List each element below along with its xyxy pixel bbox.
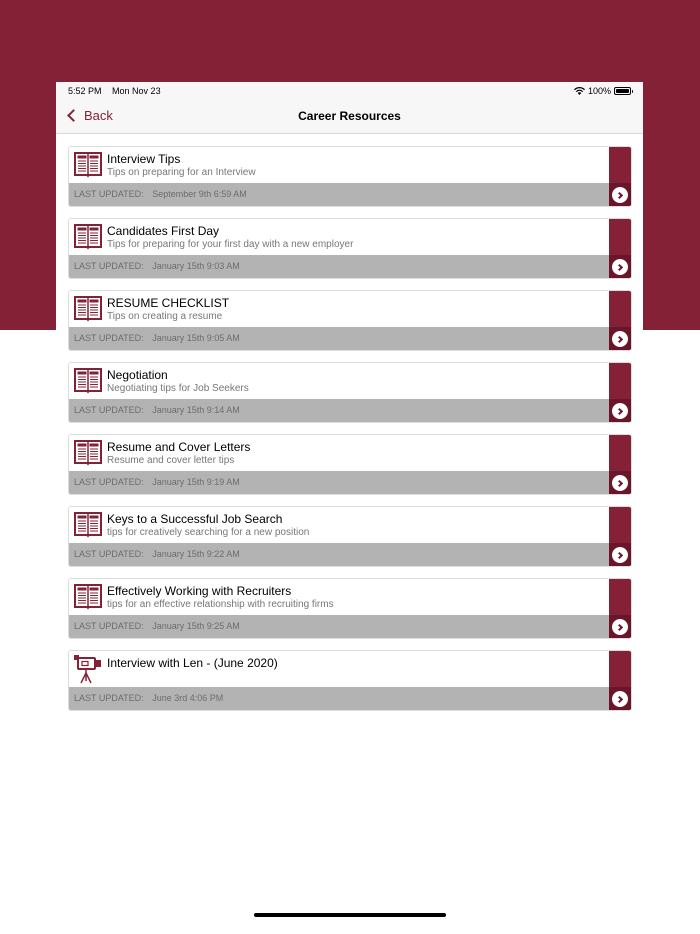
resource-title: Interview with Len - (June 2020) xyxy=(107,656,278,670)
chevron-right-circle-icon xyxy=(612,475,628,491)
resource-card[interactable] xyxy=(68,506,632,567)
open-resource-button[interactable] xyxy=(609,651,631,710)
resource-title: Effectively Working with Recruiters xyxy=(107,584,292,598)
resource-title: Interview Tips xyxy=(107,152,181,166)
back-label: Back xyxy=(84,108,113,123)
resource-subtitle: tips for an effective relationship with recruiting firms xyxy=(107,599,334,610)
navigation-bar xyxy=(56,100,643,134)
resource-title: RESUME CHECKLIST xyxy=(107,296,230,310)
resource-card[interactable] xyxy=(68,218,632,279)
resource-footer xyxy=(69,399,609,422)
chevron-right-circle-icon xyxy=(612,691,628,707)
resource-subtitle: tips for creatively searching for a new position xyxy=(107,527,310,538)
chevron-right-circle-icon xyxy=(612,547,628,563)
resource-title: Candidates First Day xyxy=(107,224,220,238)
last-updated-label: LAST UPDATED: xyxy=(74,621,144,631)
resource-subtitle: Negotiating tips for Job Seekers xyxy=(107,383,249,394)
resource-subtitle: Tips on preparing for an Interview xyxy=(107,167,256,178)
chevron-right-circle-icon xyxy=(612,331,628,347)
book-icon xyxy=(74,296,102,322)
resource-card[interactable] xyxy=(68,146,632,207)
resource-card[interactable] xyxy=(68,362,632,423)
battery-icon xyxy=(614,87,631,95)
last-updated-label: LAST UPDATED: xyxy=(74,333,144,343)
page-title: Career Resources xyxy=(298,109,401,123)
last-updated-value: January 15th 9:05 AM xyxy=(152,333,240,343)
last-updated-value: June 3rd 4:06 PM xyxy=(152,693,224,703)
resource-subtitle: Tips on creating a resume xyxy=(107,311,223,322)
resource-title: Keys to a Successful Job Search xyxy=(107,512,283,526)
resource-title: Negotiation xyxy=(107,368,168,382)
last-updated-label: LAST UPDATED: xyxy=(74,477,144,487)
resource-card[interactable] xyxy=(68,578,632,639)
resource-card[interactable] xyxy=(68,650,632,711)
resource-footer xyxy=(69,471,609,494)
app-window xyxy=(56,82,643,934)
last-updated-label: LAST UPDATED: xyxy=(74,549,144,559)
open-resource-button[interactable] xyxy=(609,219,631,278)
video-camera-icon xyxy=(73,654,101,680)
last-updated-label: LAST UPDATED: xyxy=(74,405,144,415)
book-icon xyxy=(74,224,102,250)
chevron-right-circle-icon xyxy=(612,187,628,203)
book-icon xyxy=(74,584,102,610)
open-resource-button[interactable] xyxy=(609,147,631,206)
last-updated-value: January 15th 9:19 AM xyxy=(152,477,240,487)
resource-card[interactable] xyxy=(68,434,632,495)
last-updated-value: January 15th 9:03 AM xyxy=(152,261,240,271)
book-icon xyxy=(74,440,102,466)
wifi-icon xyxy=(574,87,585,95)
open-resource-button[interactable] xyxy=(609,507,631,566)
battery-percent: 100% xyxy=(587,86,611,96)
last-updated-label: LAST UPDATED: xyxy=(74,693,144,703)
book-icon xyxy=(74,368,102,394)
resource-subtitle: Tips for preparing for your first day with a new employer xyxy=(107,239,354,250)
chevron-right-circle-icon xyxy=(612,259,628,275)
resource-footer xyxy=(69,615,609,638)
last-updated-value: January 15th 9:25 AM xyxy=(152,621,240,631)
book-icon xyxy=(74,512,102,538)
open-resource-button[interactable] xyxy=(609,291,631,350)
resource-title: Resume and Cover Letters xyxy=(107,440,251,454)
status-date: Mon Nov 23 xyxy=(112,86,161,96)
resource-card[interactable] xyxy=(68,290,632,351)
open-resource-button[interactable] xyxy=(609,363,631,422)
chevron-right-circle-icon xyxy=(612,403,628,419)
last-updated-label: LAST UPDATED: xyxy=(74,189,144,199)
status-bar xyxy=(56,82,643,100)
resource-footer xyxy=(69,183,609,206)
book-icon xyxy=(74,152,102,178)
resource-list xyxy=(68,146,632,722)
last-updated-label: LAST UPDATED: xyxy=(74,261,144,271)
chevron-right-circle-icon xyxy=(612,619,628,635)
resource-footer xyxy=(69,687,609,710)
last-updated-value: January 15th 9:22 AM xyxy=(152,549,240,559)
open-resource-button[interactable] xyxy=(609,579,631,638)
last-updated-value: January 15th 9:14 AM xyxy=(152,405,240,415)
resource-subtitle: Resume and cover letter tips xyxy=(107,455,235,466)
status-time: 5:52 PM xyxy=(68,86,102,96)
resource-footer xyxy=(69,543,609,566)
home-indicator[interactable] xyxy=(254,913,446,917)
last-updated-value: September 9th 6:59 AM xyxy=(152,189,247,199)
resource-footer xyxy=(69,255,609,278)
open-resource-button[interactable] xyxy=(609,435,631,494)
resource-footer xyxy=(69,327,609,350)
